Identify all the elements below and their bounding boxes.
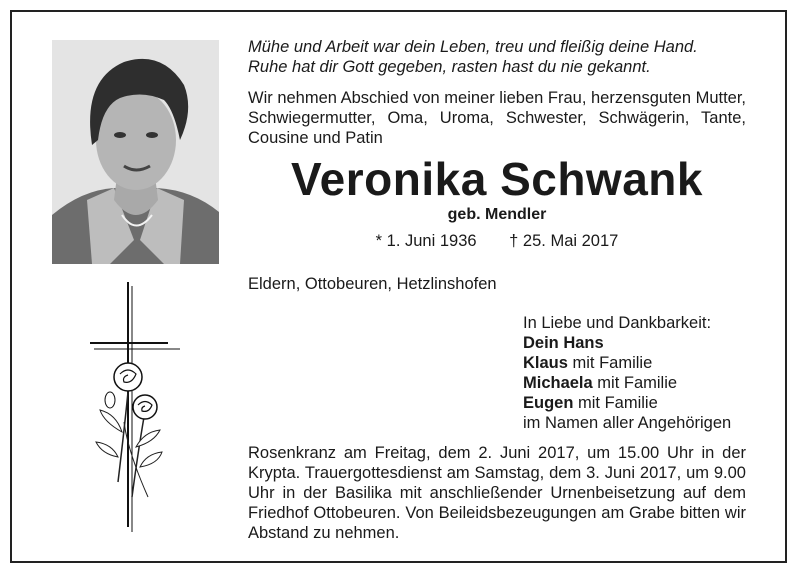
mourners-list (523, 313, 731, 433)
farewell-intro: Wir nehmen Abschied von meiner lieben Frau, herzensguten Mutter, Schwiegermutter, Oma, Uroma, Schwester, Schwägerin, Tante, Cousine und Patin (248, 89, 747, 147)
mourners-closing: im Namen aller Angehörigen (523, 414, 732, 432)
mourners-heading: In Liebe und Dankbarkeit: (523, 314, 712, 332)
maiden-name: geb. Mendler (447, 206, 547, 223)
spouse-name: Dein Hans (523, 334, 604, 352)
portrait-photo (52, 40, 219, 264)
mourner-row: Michaela mit Familie (523, 374, 678, 392)
service-details: Rosenkranz am Freitag, dem 2. Juni 2017, um 15.00 Uhr in der Krypta. Trauergottesdienst am Samstag, dem 3. Juni 2017, um 9.00 Uhr in der Basilika mit anschließender Urnenbeisetzung auf dem Friedhof Ottobeuren. Von Beileidsbezeugungen am Grabe bitten wir Abstand zu nehmen. (248, 444, 746, 542)
home-places: Eldern, Ottobeuren, Hetzlinshofen (248, 275, 497, 293)
birth-date: * 1. Juni 1936 (375, 232, 477, 250)
death-date: † 25. Mai 2017 (509, 232, 619, 250)
mourner-row: Eugen mit Familie (523, 394, 658, 412)
mourner-row: Klaus mit Familie (523, 354, 653, 372)
deceased-name: Veronika Schwank (291, 153, 703, 205)
poem-line-2: Ruhe hat dir Gott gegeben, rasten hast du nie gekannt. (248, 58, 651, 76)
memorial-poem (248, 37, 758, 77)
poem-line-1: Mühe und Arbeit war dein Leben, treu und fleißig deine Hand. (248, 38, 698, 56)
cross-with-roses-icon (88, 282, 184, 532)
life-dates (248, 232, 746, 251)
